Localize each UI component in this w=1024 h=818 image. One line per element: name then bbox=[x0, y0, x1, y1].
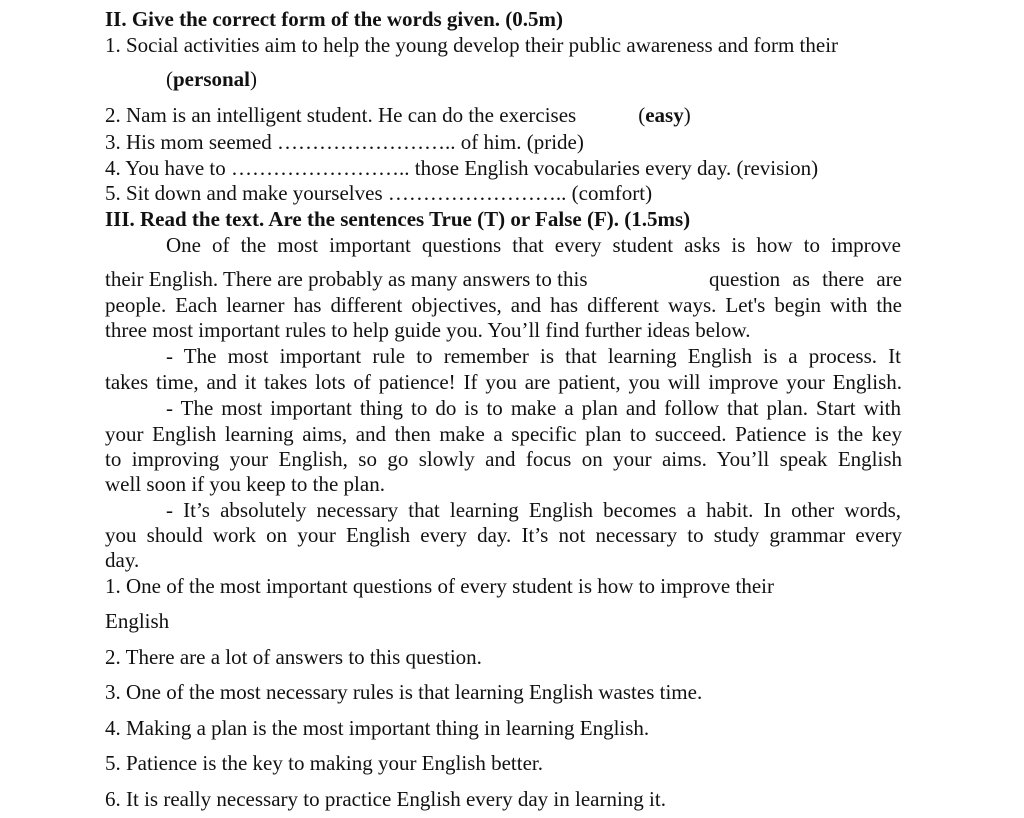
paragraph-3-line-4: well soon if you keep to the plan. bbox=[105, 472, 385, 496]
statement-2: 2. There are a lot of answers to this question. bbox=[105, 645, 482, 669]
statement-1-line-2: English bbox=[105, 609, 170, 633]
question-1-keyword: personal bbox=[173, 67, 251, 91]
statement-5: 5. Patience is the key to making your English better. bbox=[105, 751, 543, 775]
question-2-keyword: easy bbox=[645, 103, 684, 127]
paragraph-4-line-1: - It’s absolutely necessary that learning English becomes a habit. In other words, bbox=[166, 498, 901, 522]
paragraph-3-line-2: your English learning aims, and then make a specific plan to succeed. Patience is the key bbox=[105, 422, 902, 446]
question-2-text: 2. Nam is an intelligent student. He can do the exercises bbox=[105, 103, 577, 127]
paragraph-1-line-2-start: their English. There are probably as many answers to this bbox=[105, 267, 588, 291]
paragraph-2-line-2: takes time, and it takes lots of patience! If you are patient, you will improve your English. bbox=[105, 370, 902, 394]
paragraph-3-line-3: to improving your English, so go slowly and focus on your aims. You’ll speak English bbox=[105, 447, 902, 471]
statement-6: 6. It is really necessary to practice English every day in learning it. bbox=[105, 787, 666, 811]
question-1-word: (personal) bbox=[166, 67, 258, 91]
question-4-text: 4. You have to …………………….. those English vocabularies every day. (revision) bbox=[105, 156, 819, 180]
paragraph-1-line-4: three most important rules to help guide you. You’ll find further ideas below. bbox=[105, 318, 751, 342]
paragraph-1-line-2-end: question as there are bbox=[709, 267, 902, 291]
section-2-heading: II. Give the correct form of the words given. (0.5m) bbox=[105, 7, 563, 31]
paragraph-3-line-1: - The most important thing to do is to make a plan and follow that plan. Start with bbox=[166, 396, 901, 420]
paragraph-2-line-1: - The most important rule to remember is that learning English is a process. It bbox=[166, 344, 901, 368]
question-5-text: 5. Sit down and make yourselves …………………….. (comfort) bbox=[105, 181, 653, 205]
paragraph-4-line-2: you should work on your English every day. It’s not necessary to study grammar every bbox=[105, 523, 902, 547]
paragraph-4-line-3: day. bbox=[105, 548, 140, 572]
statement-1-line-1: 1. One of the most important questions of every student is how to improve their bbox=[105, 574, 774, 598]
question-1-text: 1. Social activities aim to help the young develop their public awareness and form their bbox=[105, 33, 839, 57]
question-3-text: 3. His mom seemed …………………….. of him. (pride) bbox=[105, 130, 584, 154]
statement-4: 4. Making a plan is the most important thing in learning English. bbox=[105, 716, 650, 740]
statement-3: 3. One of the most necessary rules is that learning English wastes time. bbox=[105, 680, 703, 704]
paragraph-1-line-3: people. Each learner has different objectives, and has different ways. Let's begin with the bbox=[105, 293, 902, 317]
paragraph-1-line-1: One of the most important questions that every student asks is how to improve bbox=[166, 233, 901, 257]
question-2: 2. Nam is an intelligent student. He can do the exercises (easy) bbox=[105, 103, 691, 127]
section-3-heading: III. Read the text. Are the sentences True (T) or False (F). (1.5ms) bbox=[105, 207, 691, 231]
